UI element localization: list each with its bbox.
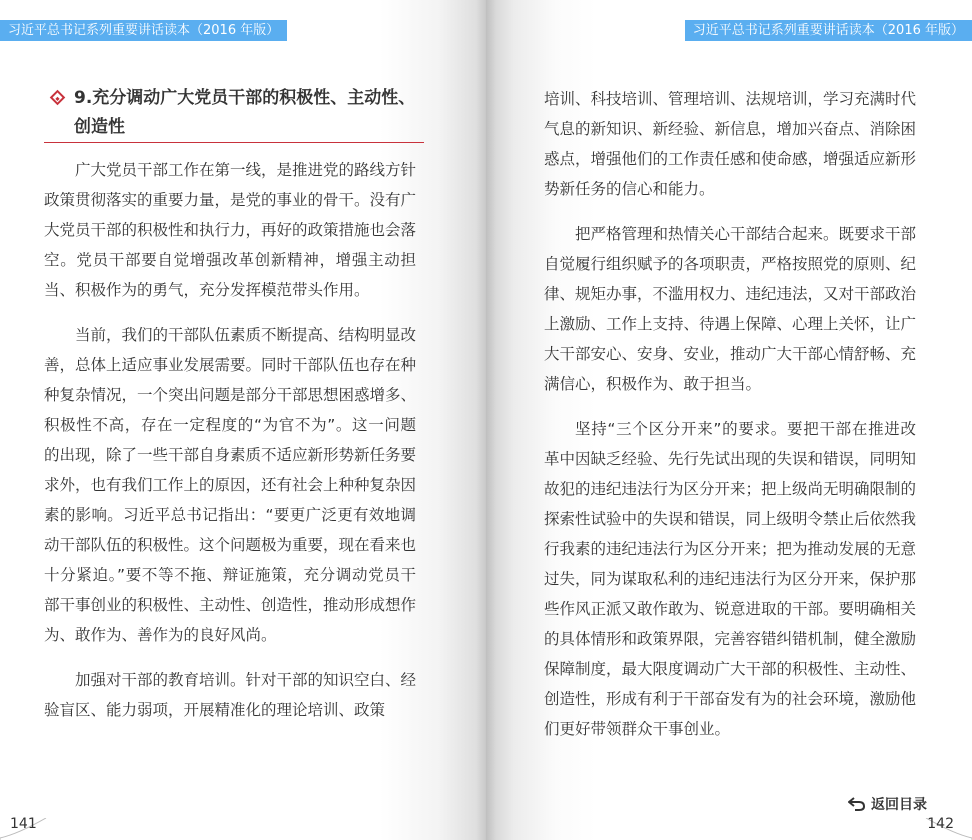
running-header-right: 习近平总书记系列重要讲话读本（2016 年版） (685, 20, 972, 41)
back-to-contents-link[interactable] (848, 794, 927, 814)
paragraph: 培训、科技培训、管理培训、法规培训，学习充满时代气息的新知识、新经验、新信息，增加兴奋点、消除困惑点，增强他们的工作责任感和使命感，增强适应新形势新任务的信心和能力。 (544, 90, 917, 198)
back-to-contents-label: 返回目录 (871, 797, 927, 813)
right-page (486, 0, 972, 840)
heading-underline (44, 142, 424, 143)
paragraph: 坚持“三个区分开来”的要求。要把干部在推进改革中因缺乏经验、先行先试出现的失误和错误，同明知故犯的违纪违法行为区分开来；把上级尚无明确限制的探索性试验中的失误和错误，同上级明令禁止后依然我行我素的违纪违法行为区分开来；把为推动发展的无意过失，同为谋取私利的违纪违法行为区分开来，保护那些作风正派又敢作敢为、锐意进取的干部。要明确相关的具体情形和政策界限，完善容错纠错机制，健全激励保障制度，最大限度调动广大干部的积极性、主动性、创造性，形成有利于干部奋发有为的社会环境，激励他们更好带领群众干事创业。 (544, 420, 917, 738)
paragraph: 当前，我们的干部队伍素质不断提高、结构明显改善，总体上适应事业发展需要。同时干部队伍也存在种种复杂情况，一个突出问题是部分干部思想困惑增多、积极性不高，存在一定程度的“为官不为”。这一问题的出现，除了一些干部自身素质不适应新形势新任务要求外，也有我们工作上的原因，还有社会上种种复杂因素的影响。习近平总书记指出：“要更广泛更有效地调动干部队伍的积极性。这个问题极为重要，现在看来也十分紧迫。”要不等不拖、辩证施策，充分调动党员干部干事创业的积极性、主动性、创造性，推动形成想作为、敢作为、善作为的良好风尚。 (44, 326, 417, 644)
paragraph: 把严格管理和热情关心干部结合起来。既要求干部自觉履行组织赋予的各项职责，严格按照党的原则、纪律、规矩办事，不滥用权力、违纪违法，又对干部政治上激励、工作上支持、待遇上保障、心理上关怀，让广大干部安心、安身、安业，推动广大干部心情舒畅、充满信心，积极作为、敢于担当。 (544, 225, 917, 393)
return-arrow-icon (848, 797, 866, 811)
page-number-right: 142 (927, 816, 954, 832)
diamond-icon (50, 90, 66, 106)
running-header-left: 习近平总书记系列重要讲话读本（2016 年版） (0, 20, 287, 41)
section-heading (52, 84, 424, 142)
left-body-text (44, 155, 416, 740)
page-number-left: 141 (10, 816, 37, 832)
paragraph: 广大党员干部工作在第一线，是推进党的路线方针政策贯彻落实的重要力量，是党的事业的骨干。没有广大党员干部的积极性和执行力，再好的政策措施也会落空。党员干部要自觉增强改革创新精神，增强主动担当、积极作为的勇气，充分发挥模范带头作用。 (44, 161, 417, 299)
right-body-text (544, 84, 916, 759)
paragraph: 加强对干部的教育培训。针对干部的知识空白、经验盲区、能力弱项，开展精准化的理论培训、政策 (44, 671, 417, 719)
section-heading-text: 9.充分调动广大党员干部的积极性、主动性、创造性 (74, 88, 416, 137)
book-spine (476, 0, 496, 840)
